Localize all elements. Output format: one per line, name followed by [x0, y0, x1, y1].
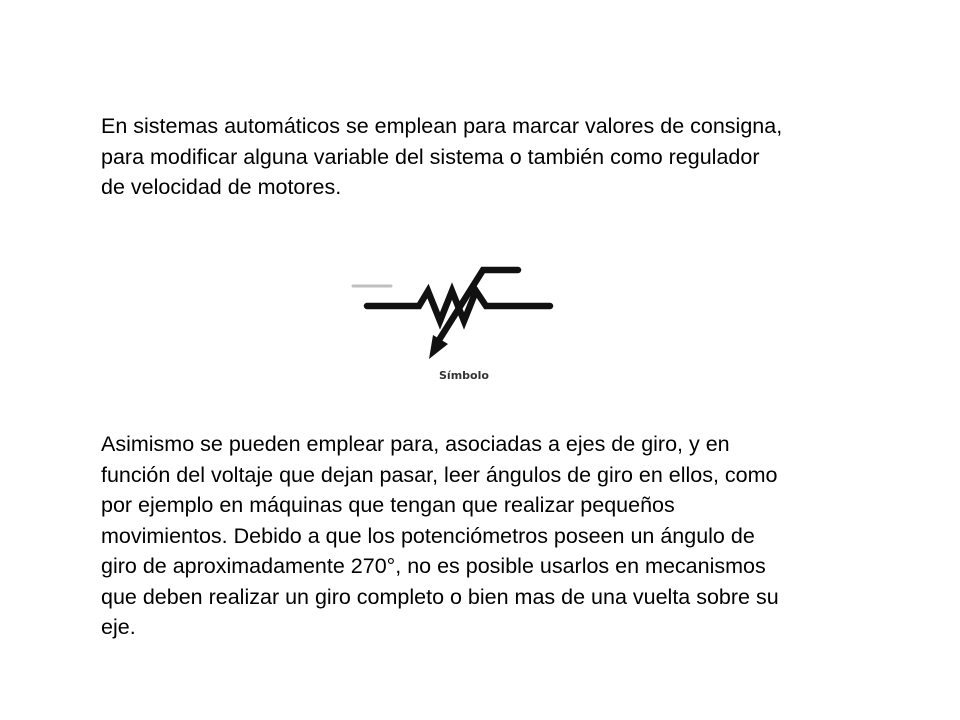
text-line: giro de aproximadamente 270°, no es posible usarlos en mecanismos [101, 554, 766, 578]
text-line: Asimismo se pueden emplear para, asociadas a ejes de giro, y en [101, 432, 730, 456]
text-line: que deben realizar un giro completo o bien mas de una vuelta sobre su [101, 584, 779, 609]
text-line: función del voltaje que dejan pasar, leer ángulos de giro en ellos, como [101, 462, 778, 487]
text-line: de velocidad de motores. [101, 175, 342, 199]
symbol-caption: Símbolo [439, 369, 489, 382]
text-line: por ejemplo en máquinas que tengan que realizar pequeños [101, 493, 675, 517]
potentiometer-symbol-icon [345, 255, 565, 365]
text-line: En sistemas automáticos se emplean para marcar valores de consigna, [101, 114, 783, 138]
text-line: para modificar alguna variable del sistema o también como regulador [101, 144, 760, 169]
text-line: eje. [101, 615, 136, 639]
text-line: movimientos. Debido a que los potenciómetros poseen un ángulo de [101, 523, 755, 548]
paragraph-bottom [101, 429, 881, 643]
paragraph-top [101, 111, 881, 203]
